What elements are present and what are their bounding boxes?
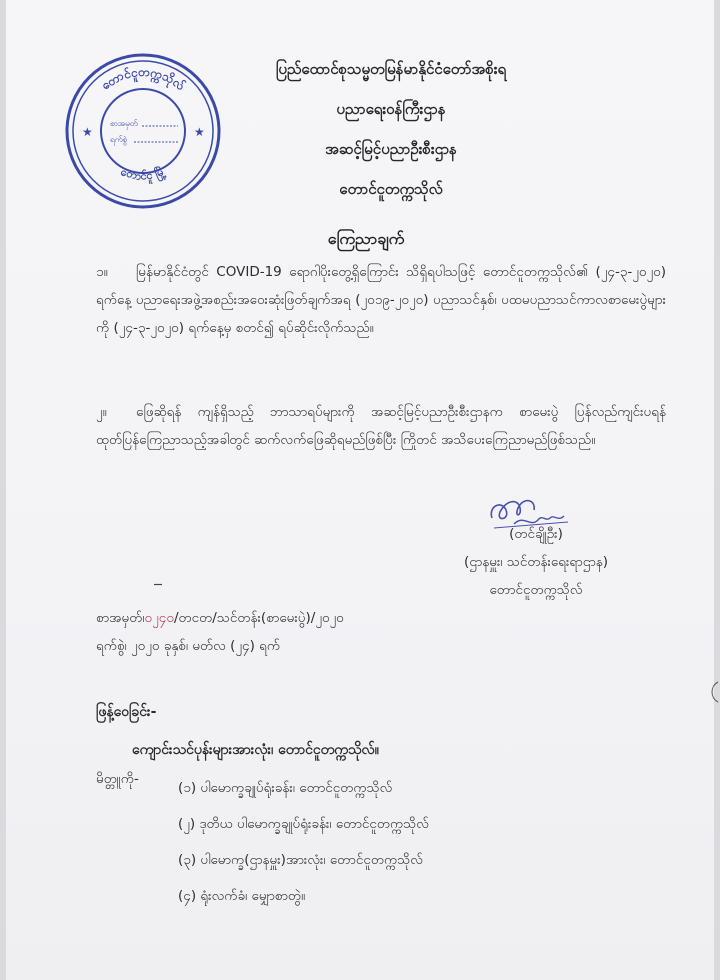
seal-top-text: တောင်ငူတက္ကသိုလ်: [99, 64, 188, 94]
reference-number: [96, 604, 344, 632]
reference-number-rest: /တငတ/သင်တန်း(စာမေးပွဲ)/၂၀၂၀: [173, 610, 344, 626]
header-ministry: ပညာရေးဝန်ကြီးဌာန: [336, 100, 446, 118]
seal-star-right-icon: ★: [194, 125, 205, 139]
svg-text:တောင်ငူ မြို့: [119, 163, 168, 186]
header-university: တောင်ငူတက္ကသိုလ်: [339, 180, 443, 198]
signatory-org: တောင်ငူတက္ကသိုလ်: [489, 582, 583, 598]
copy-to-label: မိတ္တူကို-: [96, 771, 139, 787]
reference-date: ရက်စွဲ၊ ၂၀၂၀ ခုနှစ်၊ မတ်လ (၂၄) ရက်: [96, 638, 281, 654]
list-item: (၁) ပါမောက္ခချုပ်ရုံးခန်း၊ တောင်ငူတက္ကသိုလ်: [178, 780, 393, 796]
list-item: (၄) ရုံးလက်ခံ၊ မျှောစာတွဲ။: [178, 888, 306, 904]
paragraph-1-text: မြန်မာနိုင်ငံတွင် COVID-19 ရောဂါပိုးတွေ့ရှိကြောင်း သိရှိရပါသဖြင့် တောင်ငူတက္ကသိုလ်၏ (၂၄-၃-၂၀၂၀) ရက်နေ့ ပညာရေးအဖွဲ့အစည်းအဝေးဆုံးဖြတ်ချက်အရ (၂၀၁၉-၂၀၂၀) ပညာသင်နှစ်၊ ပထမပညာသင်ကာလစာမေးပွဲများကို (၂၄-၃-၂၀၂၀) ရက်နေ့မှ စတင်၍ ရပ်ဆိုင်းလိုက်သည်။: [96, 264, 666, 336]
paragraph-2: [96, 398, 666, 454]
seal-field-no: စာအမှတ်: [110, 119, 138, 128]
copy-to-list: [178, 770, 429, 914]
paragraph-2-text: ဖြေဆိုရန် ကျန်ရှိသည့် ဘာသာရပ်များကို အဆင့်မြင့်ပညာဦးစီးဌာနက စာမေးပွဲ ပြန်လည်ကျင်းပရန် ထုတ်ပြန်ကြေညာသည့်အခါတွင် ဆက်လက်ဖြေဆိုရမည်ဖြစ်ပြီး ကြိုတင် အသိပေးကြေညာမည်ဖြစ်သည်။: [96, 404, 666, 448]
seal-field-date: ရက်စွဲ: [110, 135, 127, 144]
distribution-main: ကျောင်းသင်ပုန်းများအားလုံး၊ တောင်ငူတက္ကသိုလ်။: [132, 742, 379, 758]
header-government: ပြည်ထောင်စုသမ္မတမြန်မာနိုင်ငံတော်အစိုးရ: [275, 60, 507, 78]
signatory-position: (ဌာနမှူး၊ သင်တန်းရေးရာဌာန): [463, 554, 609, 570]
page-edge-mark: [706, 680, 720, 704]
university-seal: [62, 50, 224, 212]
reference-number-handwritten: ၀၂၄၀: [144, 610, 174, 626]
list-item: (၂) ဒုတိယ ပါမောက္ခချုပ်ရုံးခန်း၊ တောင်ငူတက္ကသိုလ်: [178, 816, 429, 832]
list-item: (၃) ပါမောက္ခ(ဌာနမှူး)အားလုံး၊ တောင်ငူတက္ကသိုလ်: [178, 852, 423, 868]
stray-mark: [154, 583, 162, 586]
document-page: [6, 0, 714, 980]
paragraph-2-number: ၂။: [96, 404, 107, 420]
paragraph-1: [96, 258, 666, 342]
reference-block: [96, 604, 344, 660]
paragraph-1-number: ၁။: [96, 264, 108, 280]
header-department: အဆင့်မြင့်ပညာဦးစီးဌာန: [325, 140, 457, 158]
signature-block: [426, 520, 646, 604]
signatory-name: (တင်ချိုဦး): [509, 526, 563, 542]
letterhead: [226, 60, 556, 220]
reference-number-label: စာအမှတ်၊: [96, 610, 145, 626]
seal-bottom-text: တောင်ငူ မြို့: [119, 164, 167, 184]
announcement-title: ကြေညာချက်: [327, 229, 405, 248]
seal-star-left-icon: ★: [82, 125, 93, 139]
distribution-label: ဖြန့်ဝေခြင်း-: [96, 704, 157, 720]
